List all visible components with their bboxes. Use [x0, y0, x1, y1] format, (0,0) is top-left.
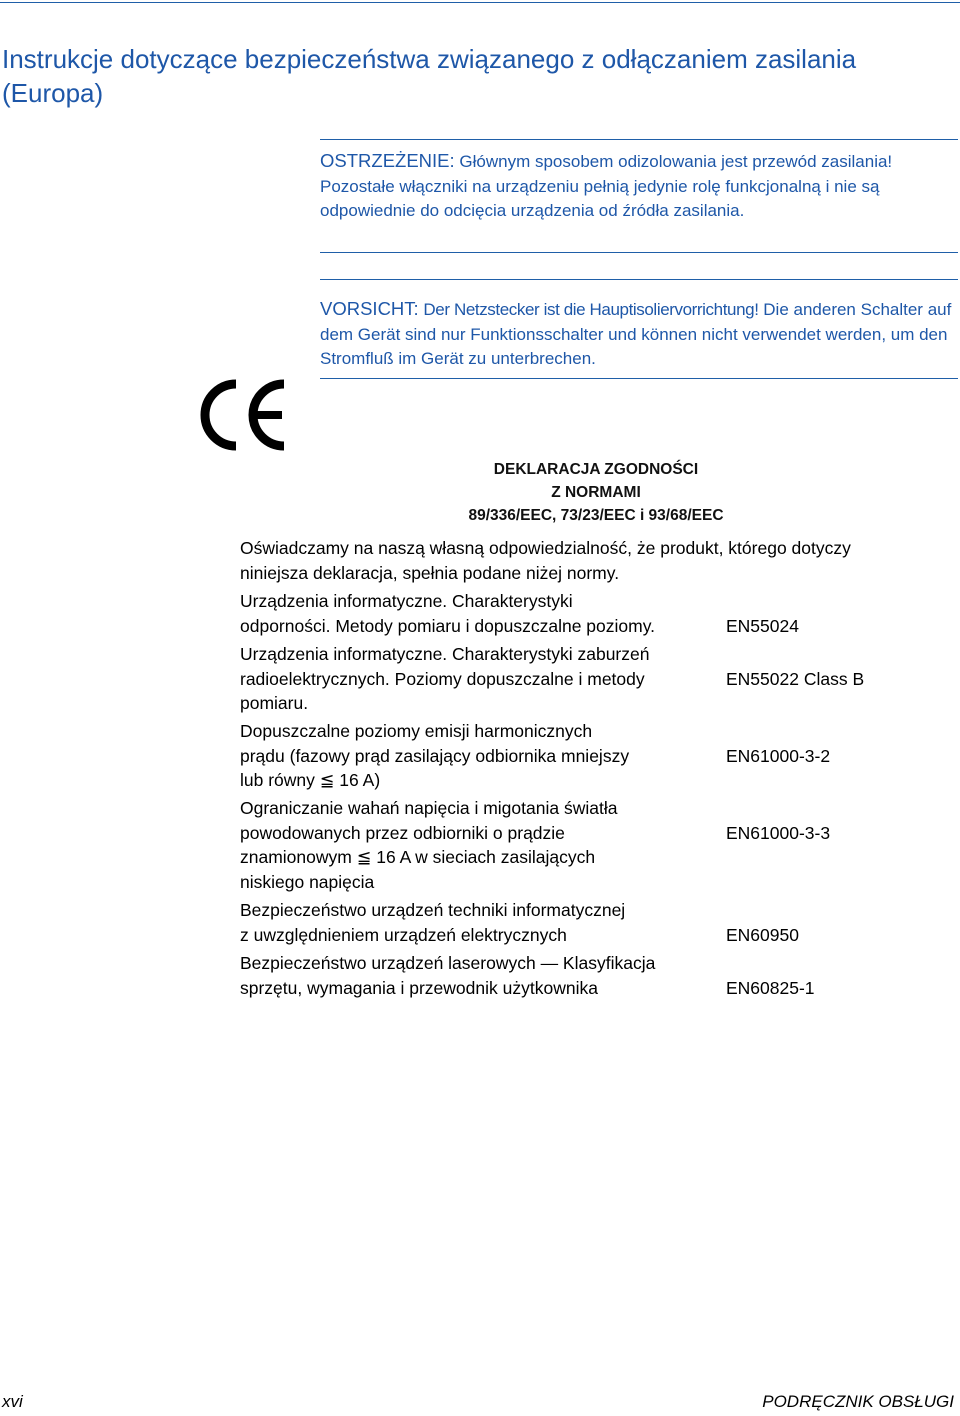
standard-line: niskiego napięcia — [240, 871, 375, 892]
standard-line: z uwzględnieniem urządzeń elektrycznych — [240, 924, 567, 945]
standard-line: powodowanych przez odbiorniki o prądzie — [240, 822, 565, 843]
ce-mark-icon — [196, 376, 288, 454]
standard-line: Dopuszczalne poziomy emisji harmonicznych — [240, 721, 593, 741]
standard-line: pomiaru. — [240, 693, 309, 713]
standard-line: radioelektrycznych. Poziomy dopuszczalne i metody — [240, 668, 645, 689]
footer-page-number: xvi — [2, 1392, 23, 1411]
declaration-intro: Oświadczamy na naszą własną odpowiedzialność, że produkt, którego dotyczy niniejsza deklaracja, spełnia podane niżej normy. — [240, 538, 851, 583]
declaration-title-line1: DEKLARACJA ZGODNOŚCI — [493, 461, 699, 478]
declaration-title-line3: 89/336/EEC, 73/23/EEC i 93/68/EEC — [468, 507, 724, 524]
warning-polish-label: OSTRZEŻENIE: — [320, 150, 455, 171]
page-title: Instrukcje dotyczące bezpieczeństwa związanego z odłączaniem zasilania (Europa) — [2, 44, 857, 108]
standard-description — [240, 642, 720, 716]
standard-line: odporności. Metody pomiaru i dopuszczalne poziomy. — [240, 615, 656, 636]
warning-polish-text — [320, 140, 958, 224]
standard-code: EN55024 — [726, 615, 799, 636]
standard-line: Ograniczanie wahań napięcia i migotania światła — [240, 798, 618, 818]
warning-german — [320, 279, 958, 379]
standard-code: EN60950 — [726, 924, 799, 945]
standard-description — [240, 589, 720, 638]
warning-polish — [320, 139, 958, 253]
declaration-title-line2: Z NORMAMI — [551, 484, 641, 501]
standard-line: znamionowym ≦ 16 A w sieciach zasilających — [240, 847, 596, 867]
warning-german-body: Die anderen Schalter auf dem Gerät sind nur Funktionsschalter und können nicht verwendet werden, um den Stromfluß im Gerät zu unterbrechen. — [320, 300, 952, 368]
standard-line: Bezpieczeństwo urządzeń techniki informatycznej — [240, 900, 626, 920]
warning-german-label: VORSICHT: — [320, 298, 419, 319]
standard-description — [240, 898, 720, 947]
standard-line: sprzętu, wymagania i przewodnik użytkownika — [240, 977, 598, 998]
standard-code: EN61000-3-2 — [726, 745, 831, 766]
standard-description — [240, 719, 720, 793]
standard-line: prądu (fazowy prąd zasilający odbiornika mniejszy — [240, 745, 630, 766]
footer-manual-title: PODRĘCZNIK OBSŁUGI — [762, 1392, 954, 1411]
declaration-title — [240, 458, 952, 527]
standard-description — [240, 951, 720, 1000]
standard-line: Urządzenia informatyczne. Charakterystyki — [240, 591, 573, 611]
warning-polish-body: Głównym sposobem odizolowania jest przewód zasilania! Pozostałe włączniki na urządzeniu pełnią jedynie rolę funkcjonalną i nie są odpowiednie do odcięcia urządzenia od źródła zasilania. — [320, 152, 893, 220]
warning-german-text — [320, 280, 958, 372]
top-rule — [0, 2, 960, 3]
standard-line: lub równy ≦ 16 A) — [240, 770, 381, 790]
warning-german-lead: Der Netzstecker ist die Hauptisoliervorrichtung! — [423, 300, 759, 319]
standard-line: Bezpieczeństwo urządzeń laserowych — Klasyfikacja — [240, 953, 656, 973]
standard-line: Urządzenia informatyczne. Charakterystyki zaburzeń — [240, 644, 650, 664]
standard-code: EN60825-1 — [726, 977, 815, 998]
standard-description — [240, 796, 720, 894]
standard-code: EN61000-3-3 — [726, 822, 831, 843]
standard-code: EN55022 Class B — [726, 668, 865, 689]
